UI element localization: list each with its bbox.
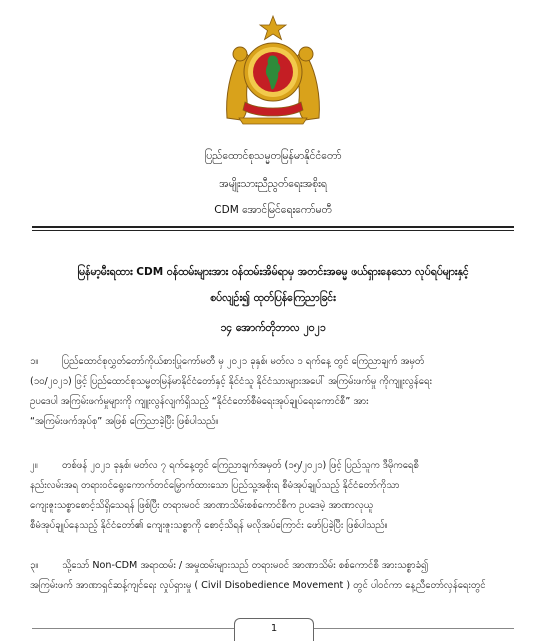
header-divider-thin xyxy=(32,230,514,231)
page-number: 1 xyxy=(234,618,314,641)
paragraph-line: နည်းလမ်းအရ တရားဝင်ရွေးကောက်တင်မြှောက်ထားသော ပြည်သူ့အစိုးရ စီမံအုပ်ချုပ်သည့် နိုင်ငံတော်ကိုသာ xyxy=(30,480,400,491)
paragraph-number: ၃။ xyxy=(30,560,39,571)
header-country-name: ပြည်ထောင်စုသမ္မတမြန်မာနိုင်ငံတော် xyxy=(204,150,342,162)
paragraph-2 xyxy=(30,456,516,536)
state-seal-emblem xyxy=(223,14,323,126)
paragraph-line: စီမံအုပ်ချုပ်နေသည့် နိုင်ငံတော်၏ ကျေးဇူးသစ္စာကို စောင့်သိရန် မလိုအပ်ကြောင်း ဖော်ပြခဲ့ပြီး ဖြစ်ပါသည်။ xyxy=(30,520,388,531)
paragraph-line: (၁၀/၂၀၂၁) ဖြင့် ပြည်ထောင်စုသမ္မတမြန်မာနိုင်ငံတော်နှင့် နိုင်ငံသူ နိုင်ငံသားများအပေါ် အကြမ်းဖက်မှု ကိုကျူးလွန်ရေး xyxy=(30,376,432,387)
paragraph-line: အကြမ်းဖက် အာဏာရှင်ဆန့်ကျင်ရေး လှုပ်ရှားမှု ( Civil Disobedience Movement ) တွင် ပါဝင်ကာ နေ့ညီတော်လှန်ရေးတွင် xyxy=(30,580,486,591)
paragraph-line: ၃။ သို့သော် Non-CDM အရာထမ်း / အမှုထမ်းများသည် တရားမဝင် အာဏာသိမ်း စစ်ကောင်စီ အားသစ္စာခံ၍ xyxy=(30,556,516,576)
paragraph-line: ၁။ ပြည်ထောင်စုလွှတ်တော်ကိုယ်စားပြုကော်မတီ မှ ၂၀၂၁ ခုနှစ်၊ မတ်လ ၁ ရက်နေ့ တွင် ကြေညာချက် အမှတ် xyxy=(30,352,516,372)
header-government-name: အမျိုးသားညီညွတ်ရေးအစိုးရ xyxy=(219,178,327,190)
statement-title-line-1: မြန်မာ့မီးရထား CDM ဝန်ထမ်းများအား ဝန်ထမ်းအိမ်ရာမှ အတင်းအဓမ္မ ဖယ်ရှားနေသော လုပ်ရပ်များနှင့် xyxy=(77,266,469,278)
header-divider-thick xyxy=(32,226,514,228)
statement-date: ၁၄ အောက်တိုဘာလ ၂၀၂၁ xyxy=(220,322,326,334)
paragraph-number: ၂။ xyxy=(30,460,38,471)
paragraph-line: ကျေးဇူးသစ္စာစောင့်သိရှိသေရန် ဖြစ်ပြီး တရားမဝင် အာဏာသိမ်းစစ်ကောင်စီက ဥပဒေမဲ့ အာဏာလုယူ xyxy=(30,500,374,511)
paragraph-3 xyxy=(30,556,516,596)
statement-title-line-2: စပ်လျဉ်း၍ ထုတ်ပြန်ကြေညာခြင်း xyxy=(210,292,336,304)
header-committee-name: CDM အောင်မြင်ရေးကော်မတီ xyxy=(214,204,332,216)
paragraph-line: ဥပဒေပါ အကြမ်းဖက်မှုများကို ကျူးလွန်လျက်ရှိသည့် “နိုင်ငံတော်စီမံရေးအုပ်ချုပ်ရေးကောင်စီ” အား xyxy=(30,396,369,407)
paragraph-number: ၁။ xyxy=(30,356,39,367)
paragraph-line: “အကြမ်းဖက်အုပ်စု” အဖြစ် ကြေညာခဲ့ပြီး ဖြစ်ပါသည်။ xyxy=(30,416,219,427)
paragraph-1 xyxy=(30,352,516,432)
paragraph-line: ၂။ တစ်ဖန် ၂၀၂၁ ခုနှစ်၊ မတ်လ ၇ ရက်နေ့တွင် ကြေညာချက်အမှတ် (၁၅/၂၀၂၁) ဖြင့် ပြည်သူက ဒီမိုကရေစီ xyxy=(30,456,516,476)
